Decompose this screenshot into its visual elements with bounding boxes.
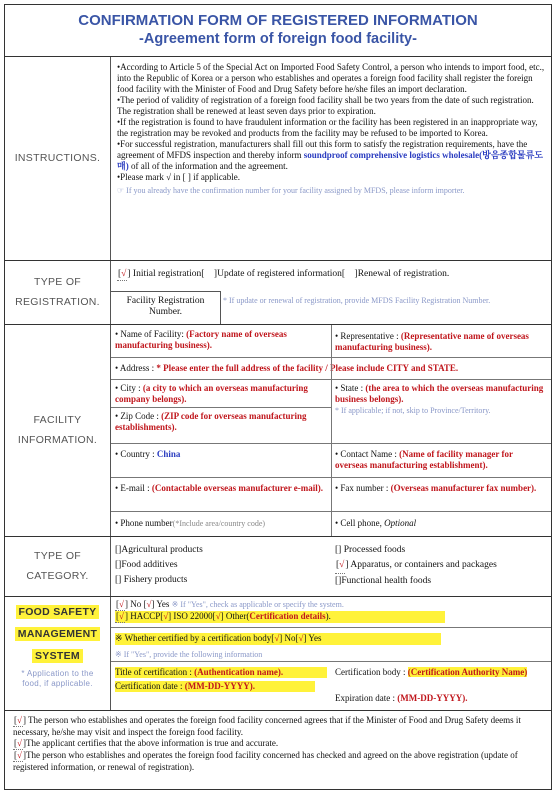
- category-label: TYPE OF CATEGORY.: [5, 537, 111, 596]
- registration-section: [5, 261, 551, 325]
- safety-yes-no[interactable]: [√] No [√] Yes ※ If "Yes", check as applicable or specify the system.: [116, 599, 344, 609]
- initial-checkbox[interactable]: [√: [118, 269, 127, 279]
- category-agricultural[interactable]: []Agricultural products: [115, 545, 203, 555]
- instruction-p3: •If the registration is found to have fraudulent information or the facility has been registered in an inappropriate way, the registration may be revoked and products from the facility may be refused to be imported to Korea.: [117, 117, 538, 138]
- safety-label: FOOD SAFETY MANAGEMENT SYSTEM * Application to the food, if applicable.: [5, 597, 111, 710]
- follow-hint: ※ If "Yes", provide the following information: [115, 650, 263, 659]
- agreements-section: [5, 711, 551, 773]
- contact-field[interactable]: • Contact Name : (Name of facility manager for overseas manufacturing establishment).: [335, 449, 513, 470]
- form-subtitle: -Agreement form of foreign food facility-: [139, 31, 417, 47]
- expiration-date-field[interactable]: Expiration date : (MM-DD-YYYY).: [335, 693, 468, 703]
- agreement-accuracy[interactable]: [√]The applicant certifies that the above information is true and accurate.: [14, 738, 279, 748]
- instruction-p1: •According to Article 5 of the Special Act on Imported Food Safety Control, a person who intends to import food, etc., into the Republic of Korea or a person who establishes and operates a foreign food facility shall register the foreign food facility with the Minister of Food and Drug Safety before he/she files an import declaration.: [117, 62, 545, 94]
- instructions-section: [5, 57, 551, 261]
- fax-field[interactable]: • Fax number : (Overseas manufacturer fax number).: [335, 483, 537, 493]
- safety-section: [5, 597, 551, 711]
- facility-section: [5, 325, 551, 537]
- renewal-option[interactable]: ]Renewal of registration.: [354, 269, 450, 279]
- form-header: [5, 5, 551, 57]
- instructions-label: INSTRUCTIONS.: [5, 57, 111, 260]
- category-apparatus[interactable]: [√] Apparatus, or containers and packages: [335, 558, 547, 574]
- certification-date-field[interactable]: Certification date : (MM-DD-YYYY).: [115, 681, 315, 692]
- safety-systems[interactable]: [√] HACCP[√] ISO 22000[√] Other(Certification details).: [115, 611, 445, 623]
- registration-label: TYPE OF REGISTRATION.: [5, 261, 111, 324]
- email-field[interactable]: • E-mail : (Contactable overseas manufacturer e-mail).: [115, 483, 324, 493]
- frn-label: Facility Registration Number.: [111, 291, 221, 324]
- certification-title-field[interactable]: Title of certification : (Authentication name).: [115, 667, 327, 678]
- country-field[interactable]: • Country : China: [115, 449, 181, 459]
- cell-field[interactable]: • Cell phone, Optional: [335, 518, 417, 528]
- update-option[interactable]: ]Update of registered information[: [213, 269, 346, 279]
- phone-field[interactable]: • Phone number(*Include area/country code): [115, 518, 266, 528]
- category-additives[interactable]: []Food additives: [115, 560, 178, 570]
- agreement-registration[interactable]: [√]The person who establishes and operates the foreign food facility concerned has checked and agreed on the above registration (update of registered information, or renewal of registration).: [13, 750, 518, 772]
- category-fishery[interactable]: [] Fishery products: [115, 575, 188, 585]
- frn-hint[interactable]: * If update or renewal of registration, provide MFDS Facility Registration Number.: [223, 296, 491, 305]
- form-title: CONFIRMATION FORM OF REGISTERED INFORMATION: [78, 12, 478, 29]
- instruction-p2: •The period of validity of registration of a foreign food facility shall be two years from the date of such registration. The registration shall be renewed at least seven days prior to expiration.: [117, 95, 534, 116]
- city-field[interactable]: • City : (a city to which an overseas manufacturing company belongs).: [115, 383, 308, 404]
- category-functional[interactable]: []Functional health foods: [335, 576, 432, 586]
- instruction-p4: •For successful registration, manufacturers shall fill out this form to satisfy the registration requirements, have the agreement of MFDS inspection and thereby inform soundproof comprehensive logistics wholesale(방음종합물류도매) of all of the information and the agreement.: [117, 139, 543, 171]
- registration-options: [√] Initial registration[ ]Update of registered information[ ]Renewal of registration.: [118, 269, 450, 279]
- representative-field[interactable]: • Representative : (Representative name of overseas manufacturing business).: [335, 331, 529, 352]
- address-field[interactable]: • Address : * Please enter the full address of the facility / Please include CITY and STATE.: [115, 363, 459, 373]
- agreement-inspection[interactable]: [√] The person who establishes and operates the foreign food facility concerned agrees that if the Minister of Food and Drug Safety deems it necessary, he/she may visit and inspect the foreign food facility.: [13, 715, 521, 737]
- instruction-p6: ☞ If you already have the confirmation number for your facility assigned by MFDS, please inform importer.: [117, 186, 465, 195]
- category-section: [5, 537, 551, 597]
- facility-label: FACILITY INFORMATION.: [5, 325, 111, 536]
- instruction-p5: •Please mark √ in [ ] if applicable.: [117, 172, 241, 182]
- facility-name-field[interactable]: • Name of Facility: (Factory name of overseas manufacturing business).: [115, 329, 287, 350]
- instructions-content: [111, 57, 551, 260]
- form-page: [4, 4, 552, 790]
- state-field[interactable]: • State : (the area to which the overseas manufacturing business belongs). * If applicable; if not, skip to Province/Territory.: [335, 383, 544, 415]
- certification-body-field[interactable]: Certification body : (Certification Authority Name): [335, 667, 528, 677]
- category-processed[interactable]: [] Processed foods: [335, 545, 406, 555]
- certification-body-question[interactable]: ※ Whether certified by a certification body[√] No[√] Yes: [115, 633, 441, 645]
- zip-field[interactable]: • Zip Code : (ZIP code for overseas manufacturing establishments).: [115, 411, 307, 432]
